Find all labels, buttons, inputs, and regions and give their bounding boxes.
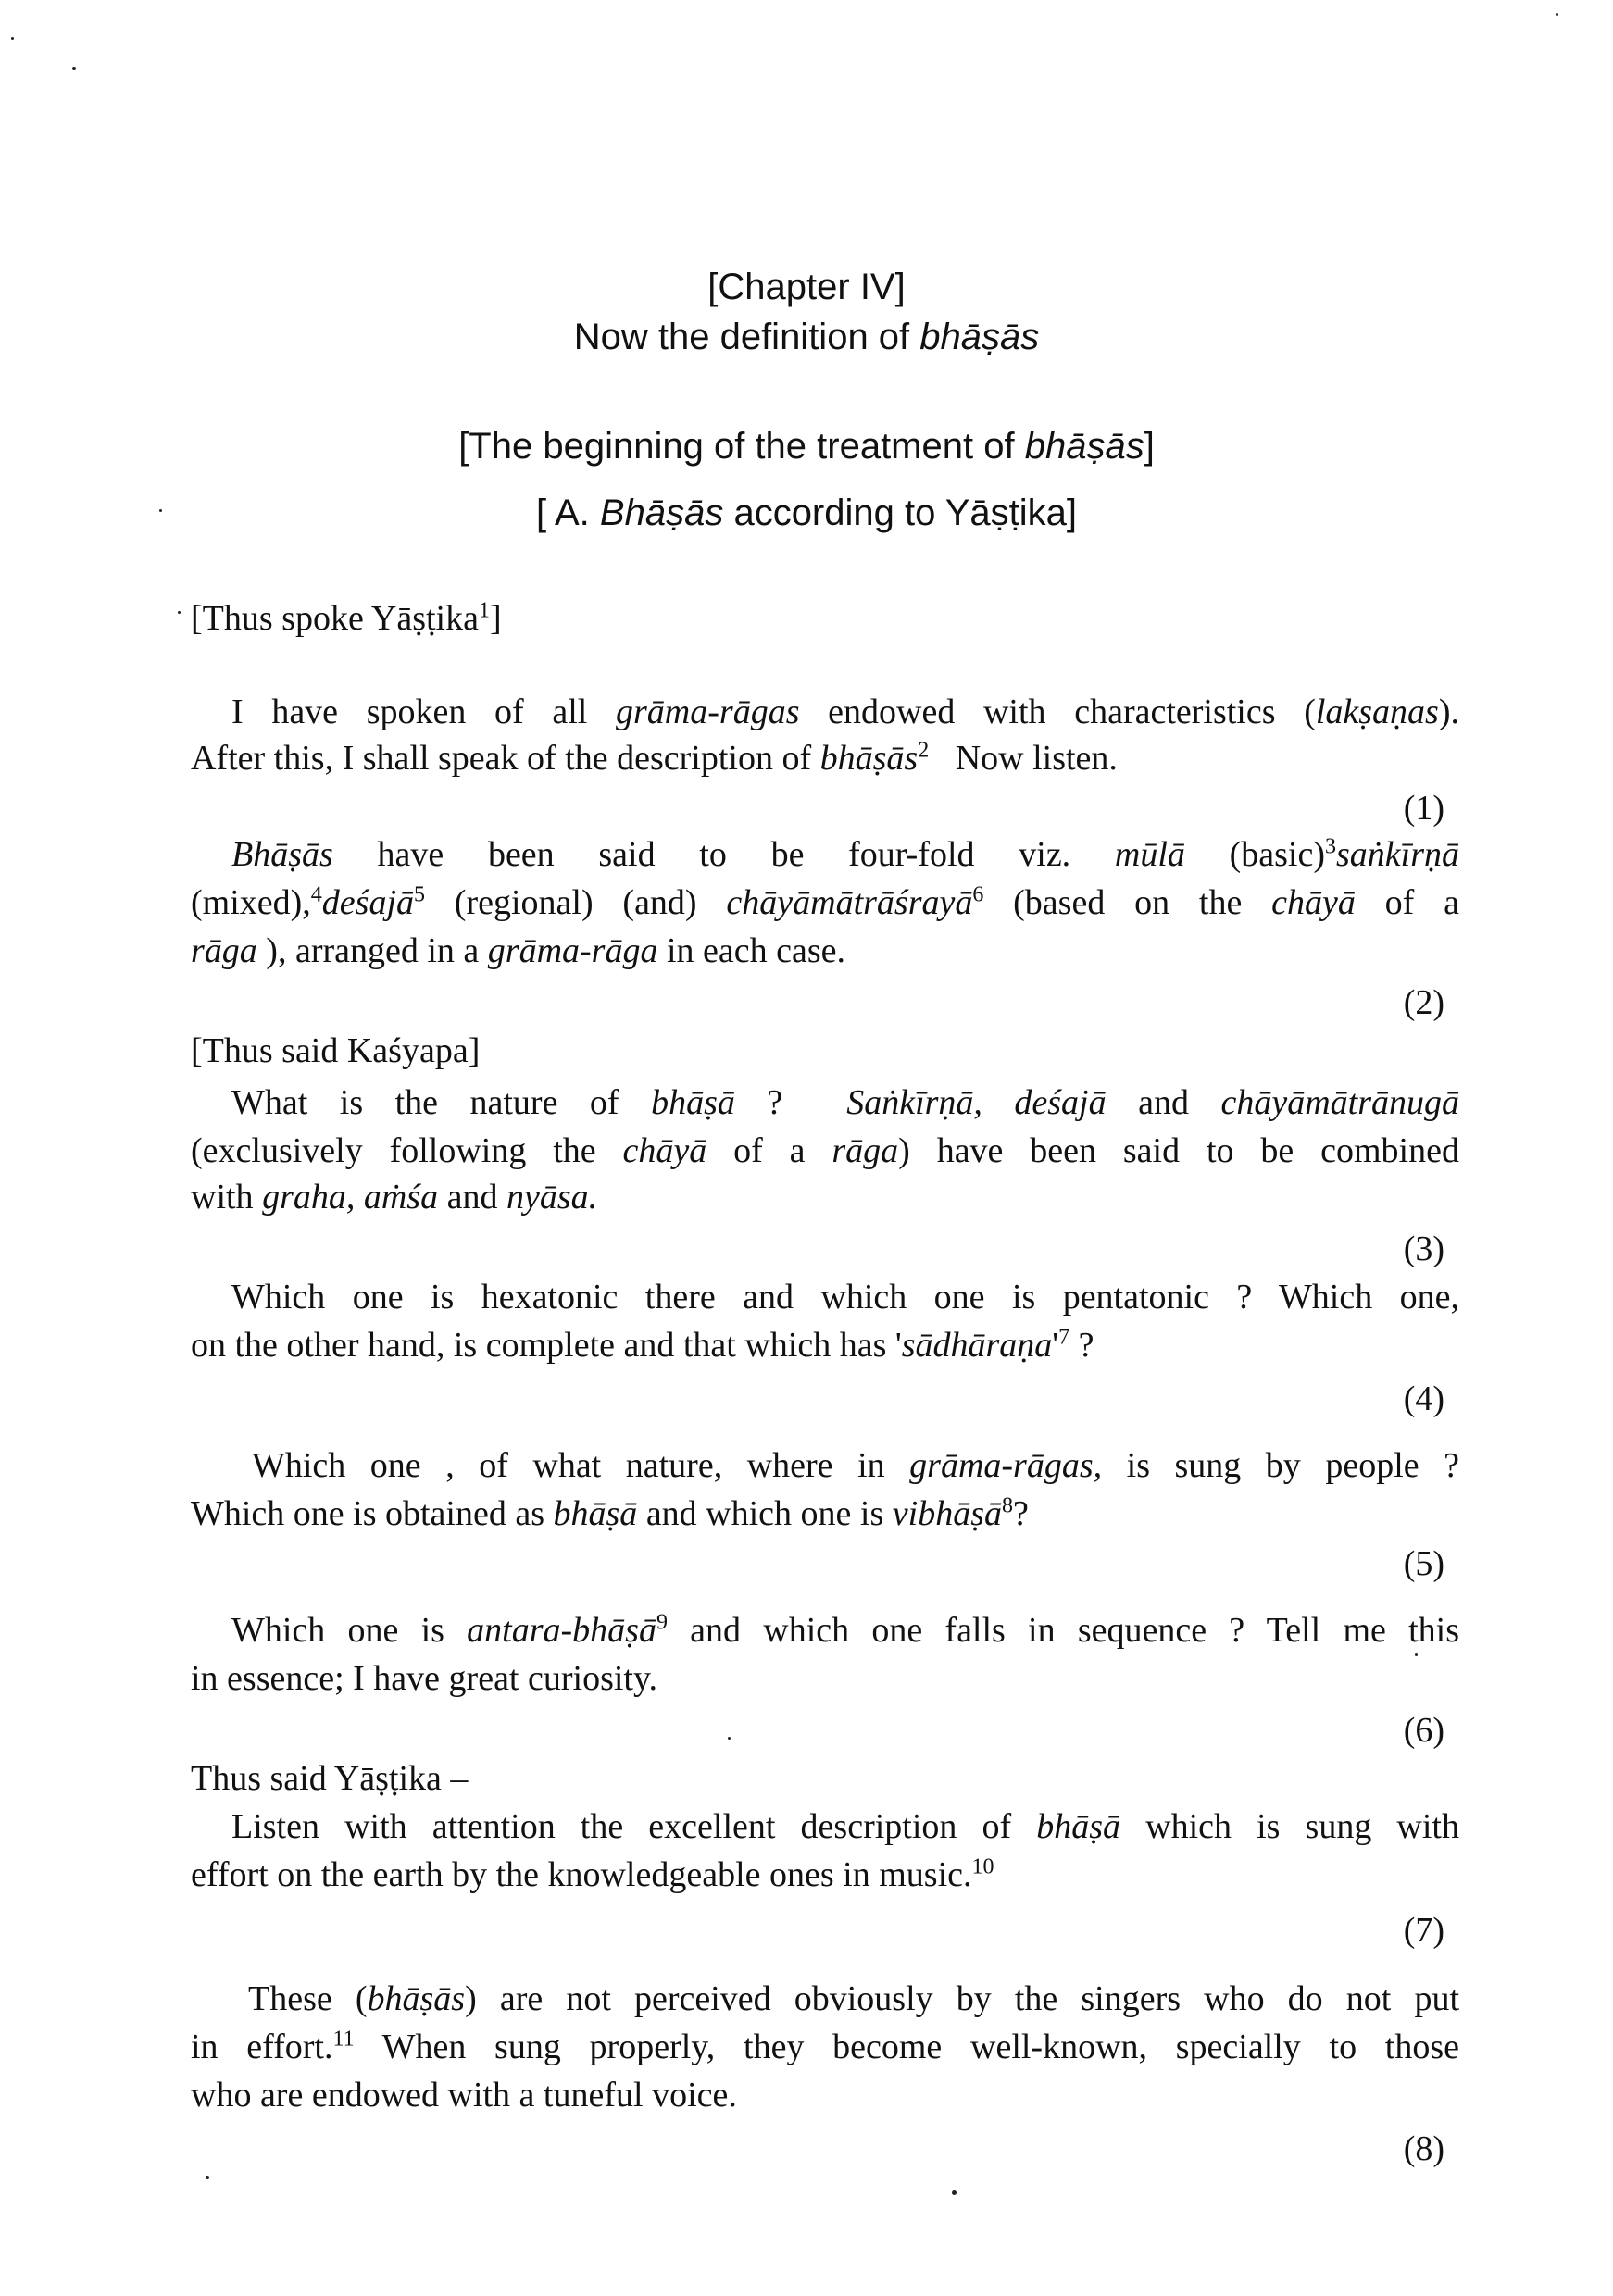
footnote-9: 9 <box>656 1610 668 1635</box>
intro-yastika: [Thus spoke Yāṣṭika$^1$] <box>191 598 502 638</box>
verse-5-line-2: Which one is obtained as bhāṣā and which one is vibhāṣā$^8$? <box>191 1493 1029 1533</box>
footnote-4: 4 <box>310 882 322 907</box>
footnote-8: 8 <box>1001 1493 1013 1518</box>
verse-3-line-3: with graha, aṁśa and nyāsa. <box>191 1178 598 1217</box>
beginning-end: ] <box>1144 426 1155 467</box>
verse-5-line-1: Which one , of what nature, where in grāma-rāgas, is sung by people ? <box>252 1446 1459 1485</box>
footnote-2: 2 <box>918 738 930 763</box>
scan-speck <box>72 67 76 70</box>
scan-speck <box>728 1737 731 1740</box>
beginning-text: [The beginning of the treatment of <box>458 426 1025 467</box>
section-a-heading <box>0 491 1613 535</box>
section-a-term: Bhāṣās <box>599 493 724 533</box>
footnote-1: 1 <box>478 598 490 623</box>
verse-number-6: (6) <box>1403 1711 1444 1750</box>
footnote-11: 11 <box>332 2027 355 2052</box>
intro-yastika-2: Thus said Yāṣṭika – <box>191 1759 469 1798</box>
section-a-open: [ A. <box>535 493 600 533</box>
verse-number-5: (5) <box>1403 1544 1444 1583</box>
verse-1-line-1: I have spoken of all grāma-rāgas endowed with characteristics (lakṣaṇas). <box>231 693 1459 731</box>
verse-number-8: (8) <box>1403 2129 1444 2168</box>
definition-term: bhāṣās <box>919 317 1040 357</box>
chapter-heading: [Chapter IV] <box>707 267 906 307</box>
beginning-heading <box>0 424 1613 468</box>
verse-6-line-1: Which one is antara-bhāṣā$^9$ and which one falls in sequence ? Tell me this <box>231 1610 1459 1650</box>
verse-2-line-3: rāga ), arranged in a grāma-rāga in each case. <box>191 931 846 970</box>
verse-3-line-2: (exclusively following the chāyā of a rāga) have been said to be combined <box>191 1131 1459 1170</box>
footnote-5: 5 <box>414 882 426 907</box>
scan-speck <box>11 37 14 40</box>
beginning-term: bhāṣās <box>1024 426 1144 467</box>
scan-speck <box>206 2176 209 2179</box>
verse-number-1: (1) <box>1403 789 1444 828</box>
verse-number-3: (3) <box>1403 1229 1444 1268</box>
section-a-rest: according to Yāṣṭika] <box>723 493 1078 533</box>
footnote-6: 6 <box>972 882 984 907</box>
verse-number-4: (4) <box>1403 1379 1444 1418</box>
verse-number-7: (7) <box>1403 1911 1444 1950</box>
verse-8-line-1: These (bhāṣās) are not perceived obviously by the singers who do not put <box>248 1979 1459 2018</box>
footnote-10: 10 <box>971 1854 994 1879</box>
verse-4-line-2: on the other hand, is complete and that which has '$sādhāraṇa'^7$ ? <box>191 1325 1094 1365</box>
verse-4-line-1: Which one is hexatonic there and which one is pentatonic ? Which one, <box>231 1278 1459 1316</box>
verse-7-line-2: effort on the earth by the knowledgeable ones in music.$^{10}$ <box>191 1854 994 1894</box>
intro-kasyapa: [Thus said Kaśyapa] <box>191 1031 481 1070</box>
footnote-3: 3 <box>1324 834 1336 859</box>
verse-1-line-2: After this, I shall speak of the description of bhāṣās$^2$ Now listen. <box>191 738 1118 778</box>
scan-speck <box>178 611 181 614</box>
verse-number-2: (2) <box>1403 983 1444 1022</box>
scan-speck <box>1415 1653 1418 1656</box>
verse-8-line-2: in effort.$^{11}$ When sung properly, they become well-known, specially to those <box>191 2027 1459 2066</box>
footnote-7: 7 <box>1058 1325 1070 1350</box>
definition-text: Now the definition of <box>573 317 920 357</box>
verse-2-line-1: Bhāṣās have been said to be four-fold viz. mūlā (basic)$^3$saṅkīrṇā <box>231 834 1459 874</box>
verse-6-line-2: in essence; I have great curiosity. <box>191 1659 658 1698</box>
verse-3-line-1: What is the nature of bhāṣā ? Saṅkīrṇā, deśajā and chāyāmātrānugā <box>231 1083 1459 1122</box>
scan-speck <box>159 509 162 512</box>
verse-8-line-3: who are endowed with a tuneful voice. <box>191 2076 737 2115</box>
verse-2-line-2: (mixed),$^4$deśajā$^5$ (regional) (and) chāyāmātrāśrayā$^6$ (based on the chāyā of a <box>191 882 1459 922</box>
scan-speck <box>952 2190 957 2195</box>
scan-speck <box>1556 13 1558 16</box>
definition-heading <box>0 315 1613 359</box>
verse-7-line-1: Listen with attention the excellent description of bhāṣā which is sung with <box>231 1807 1459 1846</box>
